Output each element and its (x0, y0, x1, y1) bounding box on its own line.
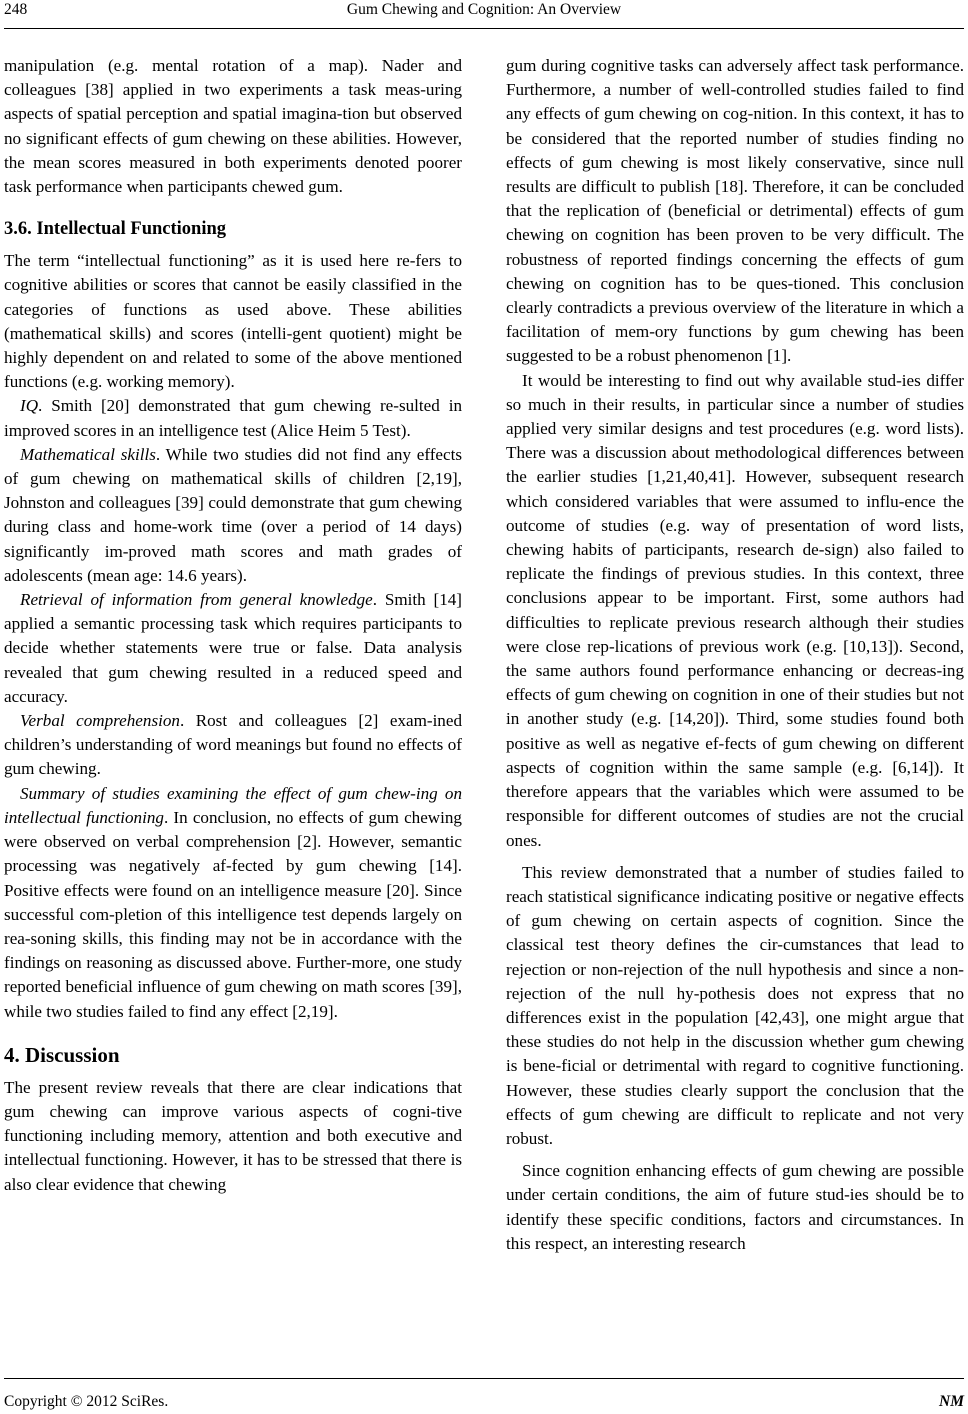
paragraph-review: This review demonstrated that a number of studies failed to reach statistical significance indicating positive or negative effects of gum chewing on certain aspects of cognition. Since the classical test theory defines the cir-cumstances that lead to rejection or non-rejection of the null hypothesis and since a non-rejection of the null hy-pothesis does not express that no differences exist in the population [42,43], one might argue that these studies do not help in the discussion whether gum chewing is bene-ficial or detrimental with regard to cognitive functioning. However, these studies clearly support the conclusion that the effects of gum chewing are difficult to replicate and not very robust. (506, 862, 964, 1148)
left-column (4, 54, 462, 1197)
paragraph-iq (4, 394, 462, 442)
right-column (506, 54, 964, 1256)
iq-text: . Smith [20] demonstrated that gum chewing re-sulted in improved scores in an intelligence test (Alice Heim 5 Test). (4, 396, 462, 440)
retrieval-label: Retrieval of information from general knowledge (20, 590, 373, 610)
paragraph-continue: gum during cognitive tasks can adversely affect task performance. Furthermore, a number of well-controlled studies failed to find any effects of gum chewing on cog-nition. In this context, it has to be considered that the reported number of studies finding no effects of gum chewing is most likely conservative, since null results are difficult to publish [18]. Therefore, it can be concluded that the replication of (beneficial or detrimental) effects of gum chewing on cognition has been proven to be very difficult. The robustness of reported findings concerning the effects of gum chewing on cognition has to be ques-tioned. This conclusion clearly contradicts a previous overview of the literature in which a facilitation of mem-ory functions by gum chewing has been suggested to be a robust phenomenon [1]. (506, 56, 964, 366)
paragraph-spatial-tail: manipulation (e.g. mental rotation of a map). Nader and colleagues [38] applied in two experiments a task meas-uring aspects of spatial perception and spatial imagina-tion but observed no significant effects of gum chewing on these abilities. However, the mean scores measured in both experiments denoted poorer task performance when participants chewed gum. (4, 56, 462, 197)
header-rule (4, 28, 964, 29)
journal-abbrev: NM (939, 1393, 964, 1410)
footer-rule (4, 1378, 964, 1379)
copyright-notice: Copyright © 2012 SciRes. (4, 1393, 169, 1410)
paragraph-verbal (4, 709, 462, 782)
math-text: . While two studies did not find any effects of gum chewing on mathematical skills of children [2,19], Johnston and colleagues [39] could demonstrate that gum chewing during class and home-work time (over a period of 14 days) significantly im-proved math scores and math grades of adolescents (mean age: 14.6 years). (4, 444, 463, 585)
paragraph-summary (4, 782, 462, 1024)
summary-label: Summary of studies examining the effect of gum chew-ing on intellectual functioning (4, 783, 462, 827)
paragraph-future: Since cognition enhancing effects of gum chewing are possible under certain conditions, the aim of future stud-ies should be to identify these specific conditions, factors and circumstances. In this respect, an interesting research (506, 1161, 964, 1253)
page-footer (0, 1378, 968, 1414)
verbal-label: Verbal comprehension (20, 711, 180, 731)
paragraph-interesting: It would be interesting to find out why available stud-ies differ so much in their results, in particular since a number of studies applied very similar designs and test procedures (e.g. word lists). There was a discussion about methodological differences between the earlier studies [1,21,40,41]. However, subsequent research which considered variables that were assumed to influ-ence the outcome of studies (e.g. way of presentation of word lists, chewing habits of participants, research de-sign) also failed to replicate the findings of previous studies. In this context, three conclusions appear to be important. First, some authors had difficulties to replicate previous research although their studies were close rep-lications of previous work (e.g. [10,13]). Second, the same authors found performance enhancing or decreas-ing effects of gum chewing on cognition in one of their studies but not in another study (e.g. [14,20]). Third, some studies found both positive as well as negative ef-fects of gum chewing on different aspects of cognition within the same sample (e.g. [6,14]). It therefore appears that the variables which were assumed to be responsible for different outcomes of studies are not the crucial ones. (506, 370, 964, 850)
paragraph-definition: The term “intellectual functioning” as it is used here re-fers to cognitive abilities or scores that cannot be easily classified in the categories of functions as used above. These abilities (mathematical skills) and scores (intelli-gent quotient) might be highly dependent on and related to some of the above mentioned functions (e.g. working memory). (4, 251, 462, 392)
section-heading-4: 4. Discussion (4, 1042, 120, 1067)
verbal-text: . Rost and colleagues [2] exam-ined children’s understanding of word meanings but found no effects of gum chewing. (4, 711, 462, 779)
running-title: Gum Chewing and Cognition: An Overview (346, 1, 622, 18)
section-heading-3-6: 3.6. Intellectual Functioning (4, 219, 227, 240)
retrieval-text: . Smith [14] applied a semantic processing task which requires participants to decide whether statements were true or false. Data analysis revealed that gum chewing resulted in a reduced speed and accuracy. (4, 590, 462, 706)
paragraph-math (4, 443, 462, 588)
paragraph-retrieval (4, 588, 462, 709)
iq-label: IQ (20, 396, 39, 416)
math-label: Mathematical skills (20, 444, 156, 464)
summary-text: . In conclusion, no effects of gum chewing were observed on verbal comprehension [2]. However, semantic processing was negatively af-fected by gum chewing [14]. Positive effects were found on an intelligence measure [20]. Since successful com-pletion of this intelligence test depends largely on rea-soning skills, this finding may not be in accordance with the findings on reasoning as discussed above. Further-more, one study reported beneficial influence of gum chewing on math scores [39], while two studies failed to find any effect [2,19]. (4, 807, 462, 1021)
page-header (0, 0, 968, 34)
page-number: 248 (4, 1, 28, 18)
paragraph-discussion: The present review reveals that there are clear indications that gum chewing can improve various aspects of cogni-tive functioning including memory, attention and both executive and intellectual functioning. However, it has to be stressed that there is also clear evidence that chewing (4, 1077, 462, 1194)
